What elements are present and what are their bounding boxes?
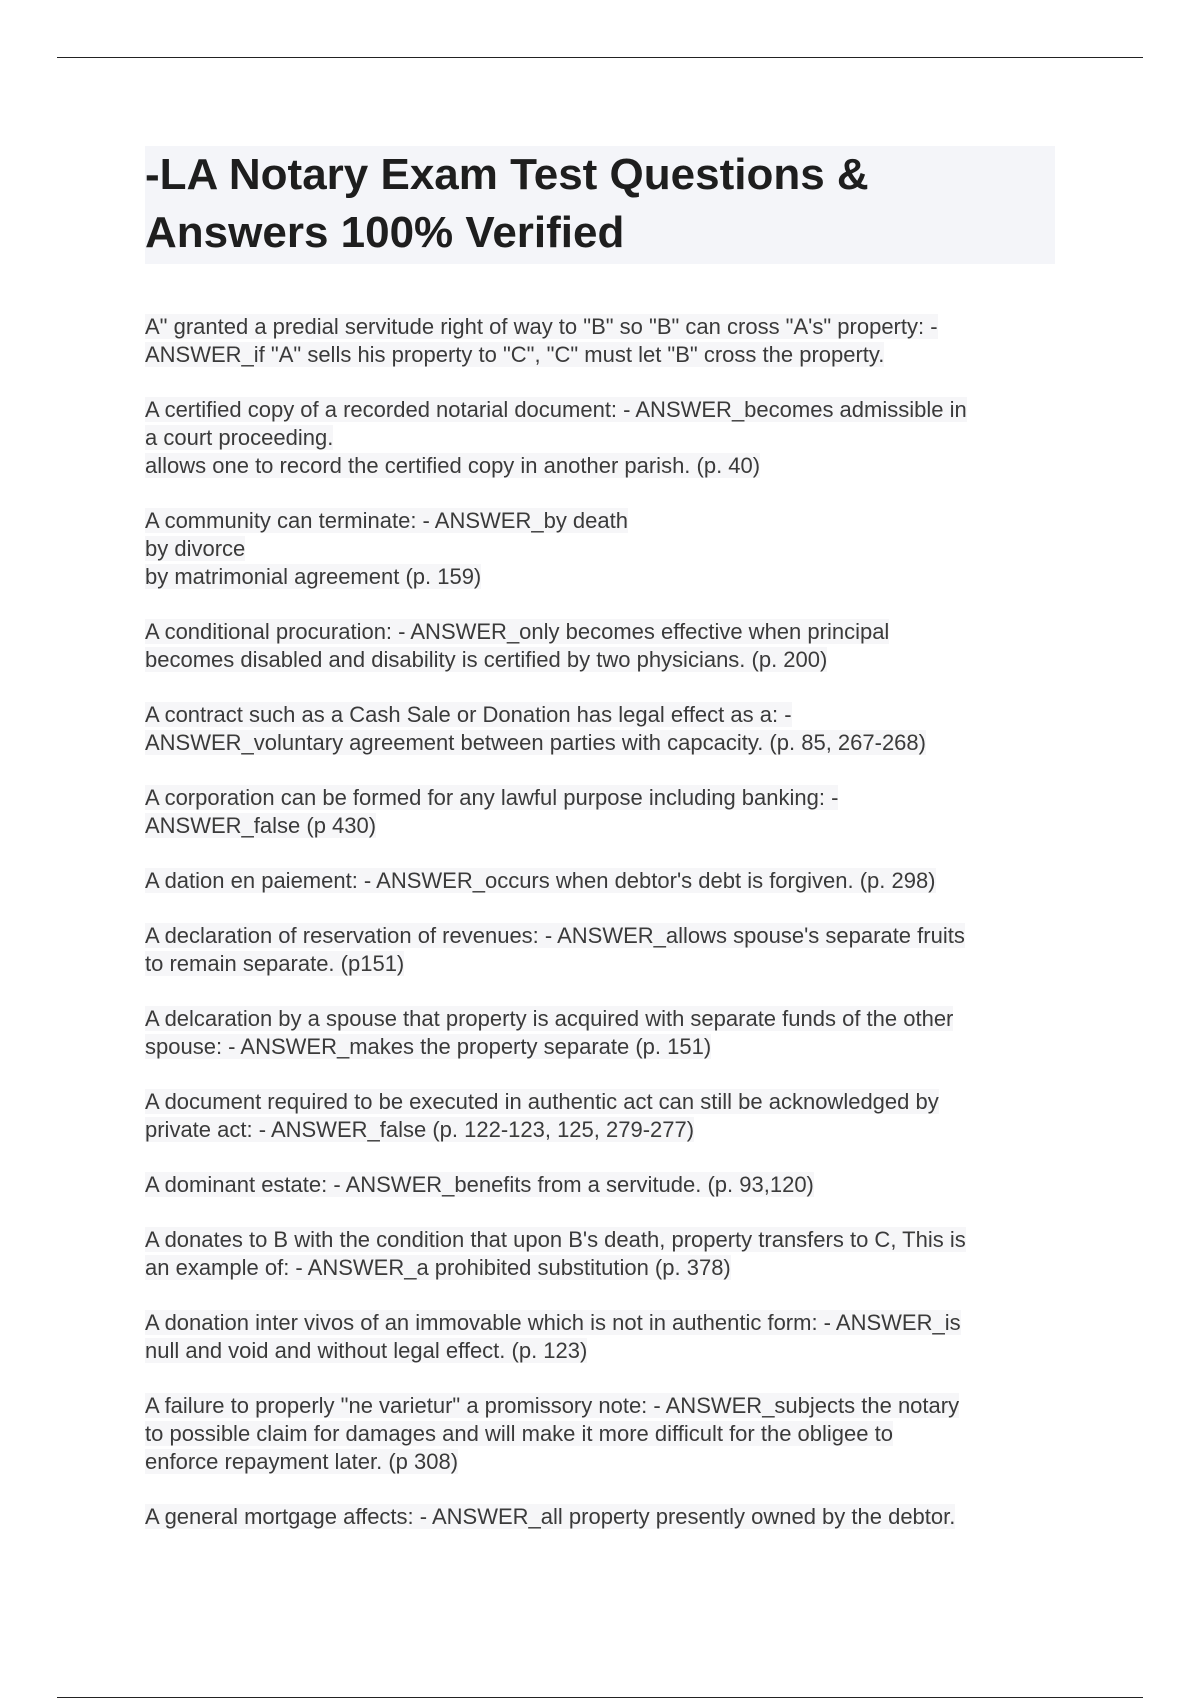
qa-line-text: A document required to be executed in authentic act can still be acknowledged by	[145, 1089, 939, 1114]
qa-line-text: A corporation can be formed for any lawful purpose including banking: -	[145, 785, 839, 810]
title-block	[145, 146, 1055, 264]
qa-item	[145, 701, 1055, 757]
qa-line	[145, 563, 1055, 591]
qa-line-text: ANSWER_voluntary agreement between parties with capcacity. (p. 85, 267-268)	[145, 730, 926, 755]
qa-item	[145, 507, 1055, 591]
qa-line-text: A conditional procuration: - ANSWER_only becomes effective when principal	[145, 619, 890, 644]
qa-line	[145, 341, 1055, 369]
qa-item	[145, 1171, 1055, 1199]
qa-line	[145, 1254, 1055, 1282]
qa-line	[145, 396, 1055, 424]
qa-item	[145, 1392, 1055, 1476]
qa-line	[145, 507, 1055, 535]
qa-line	[145, 1337, 1055, 1365]
qa-line	[145, 535, 1055, 563]
qa-item	[145, 1226, 1055, 1282]
title-line-1: -LA Notary Exam Test Questions &	[145, 150, 869, 199]
qa-line	[145, 424, 1055, 452]
qa-line	[145, 313, 1055, 341]
qa-line-text: A declaration of reservation of revenues: - ANSWER_allows spouse's separate fruits	[145, 923, 965, 948]
qa-line-text: to possible claim for damages and will make it more difficult for the obligee to	[145, 1421, 893, 1446]
qa-line	[145, 701, 1055, 729]
qa-line	[145, 1116, 1055, 1144]
qa-line-text: A" granted a predial servitude right of way to "B" so "B" can cross "A's" property: -	[145, 314, 938, 339]
qa-line	[145, 452, 1055, 480]
qa-line	[145, 784, 1055, 812]
qa-line	[145, 729, 1055, 757]
qa-line-text: becomes disabled and disability is certified by two physicians. (p. 200)	[145, 647, 828, 672]
qa-line-text: A donates to B with the condition that upon B's death, property transfers to C, This is	[145, 1227, 966, 1252]
qa-line-text: a court proceeding.	[145, 425, 334, 450]
qa-line	[145, 922, 1055, 950]
qa-item	[145, 867, 1055, 895]
qa-line-text: to remain separate. (p151)	[145, 951, 405, 976]
qa-line-text: spouse: - ANSWER_makes the property separate (p. 151)	[145, 1034, 712, 1059]
qa-list	[145, 313, 1055, 1531]
qa-line	[145, 1309, 1055, 1337]
page-title	[145, 146, 1055, 262]
qa-line	[145, 950, 1055, 978]
title-line-2: Answers 100% Verified	[145, 208, 625, 257]
qa-item	[145, 1005, 1055, 1061]
qa-line	[145, 1392, 1055, 1420]
qa-line	[145, 1448, 1055, 1476]
qa-line-text: A delcaration by a spouse that property is acquired with separate funds of the other	[145, 1006, 954, 1031]
qa-line-text: an example of: - ANSWER_a prohibited substitution (p. 378)	[145, 1255, 731, 1280]
qa-line	[145, 867, 1055, 895]
qa-line-text: allows one to record the certified copy in another parish. (p. 40)	[145, 453, 761, 478]
qa-item	[145, 1503, 1055, 1531]
qa-line	[145, 812, 1055, 840]
qa-line	[145, 1171, 1055, 1199]
qa-line-text: A general mortgage affects: - ANSWER_all property presently owned by the debtor.	[145, 1504, 956, 1529]
qa-line-text: A donation inter vivos of an immovable which is not in authentic form: - ANSWER_is	[145, 1310, 961, 1335]
qa-line	[145, 1503, 1055, 1531]
qa-line-text: A dominant estate: - ANSWER_benefits from a servitude. (p. 93,120)	[145, 1172, 814, 1197]
qa-line-text: by divorce	[145, 536, 246, 561]
qa-line-text: A contract such as a Cash Sale or Donation has legal effect as a: -	[145, 702, 792, 727]
qa-item	[145, 1088, 1055, 1144]
qa-line-text: null and void and without legal effect. (p. 123)	[145, 1338, 588, 1363]
qa-line-text: A certified copy of a recorded notarial document: - ANSWER_becomes admissible in	[145, 397, 967, 422]
qa-line-text: A failure to properly "ne varietur" a promissory note: - ANSWER_subjects the notary	[145, 1393, 960, 1418]
qa-line-text: A dation en paiement: - ANSWER_occurs when debtor's debt is forgiven. (p. 298)	[145, 868, 936, 893]
qa-line-text: ANSWER_false (p 430)	[145, 813, 377, 838]
top-rule	[57, 57, 1143, 58]
qa-line-text: private act: - ANSWER_false (p. 122-123, 125, 279-277)	[145, 1117, 695, 1142]
qa-line-text: A community can terminate: - ANSWER_by death	[145, 508, 628, 533]
qa-item	[145, 313, 1055, 369]
qa-line	[145, 1420, 1055, 1448]
bottom-rule	[57, 1697, 1143, 1698]
qa-line	[145, 1226, 1055, 1254]
qa-item	[145, 922, 1055, 978]
qa-line	[145, 646, 1055, 674]
qa-item	[145, 618, 1055, 674]
qa-line	[145, 1033, 1055, 1061]
qa-line-text: by matrimonial agreement (p. 159)	[145, 564, 482, 589]
qa-line	[145, 1005, 1055, 1033]
qa-item	[145, 396, 1055, 480]
qa-item	[145, 1309, 1055, 1365]
qa-line	[145, 618, 1055, 646]
qa-line-text: enforce repayment later. (p 308)	[145, 1449, 459, 1474]
document-body	[145, 146, 1055, 1558]
qa-item	[145, 784, 1055, 840]
qa-line	[145, 1088, 1055, 1116]
qa-line-text: ANSWER_if "A" sells his property to "C", "C" must let "B" cross the property.	[145, 342, 885, 367]
